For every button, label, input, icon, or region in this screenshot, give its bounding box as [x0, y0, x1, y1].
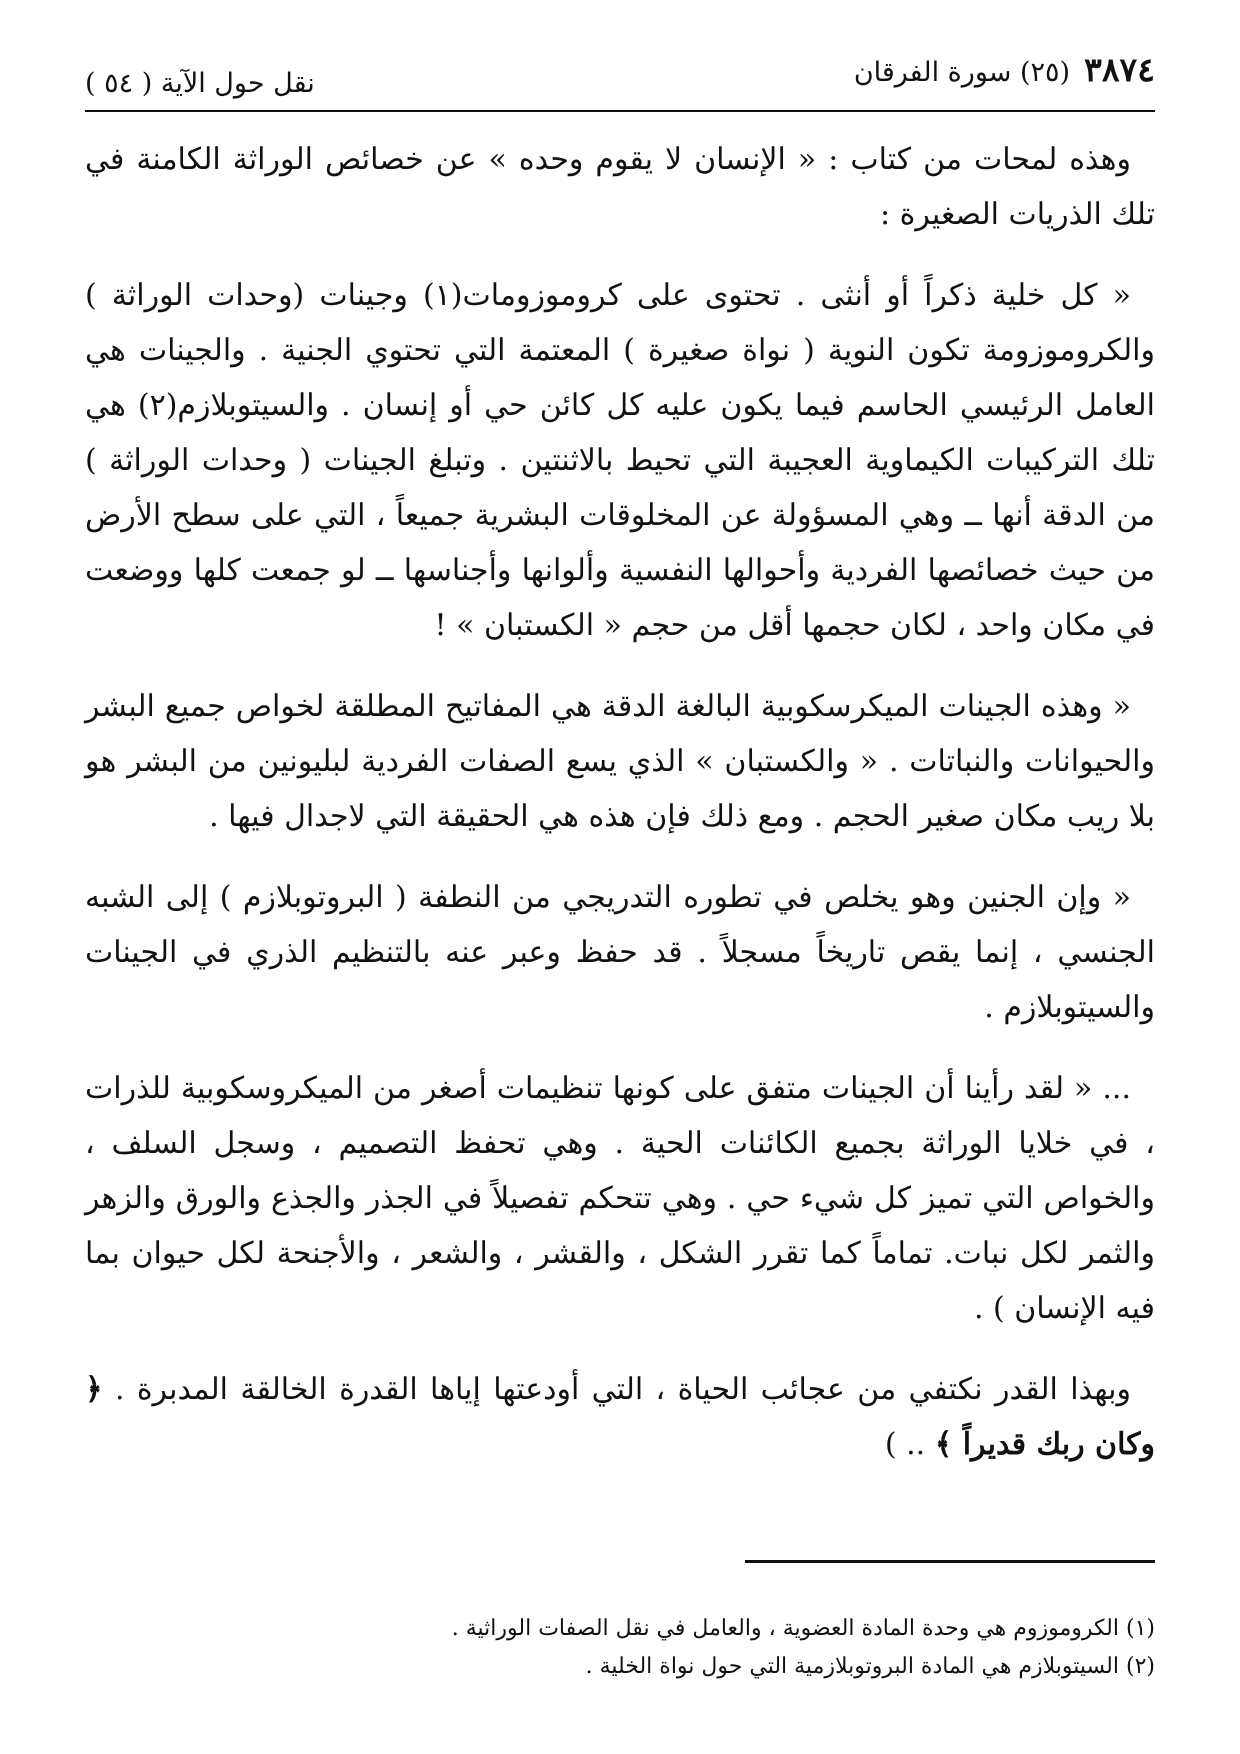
paragraph: وهذه لمحات من كتاب : « الإنسان لا يقوم وحده » عن خصائص الوراثة الكامنة في تلك الذريات الصغيرة :: [85, 142, 1155, 232]
paragraph: « وإن الجنين وهو يخلص في تطوره التدريجي من النطفة ( البروتوبلازم ) إلى الشبه الجنسي ، إنما يقص تاريخاً مسجلاً . قد حفظ وعبر عنه بالتنظيم الذري في الجينات والسيتوبلازم .: [85, 880, 1155, 1025]
footnote-divider: [745, 1560, 1155, 1563]
page-header: [85, 40, 1155, 112]
paragraph: « كل خلية ذكراً أو أنثى . تحتوى على كروموزومات(١) وجينات (وحدات الوراثة ) والكروموزومة تكون النوية ( نواة صغيرة ) المعتمة التي تحتوي الجنية . والجينات هي العامل الرئيسي الحاسم فيما يكون عليه كل كائن حي أو إنسان . والسيتوبلازم(٢) هي تلك التركيبات الكيماوية العجيبة التي تحيط بالاثنتين . وتبلغ الجينات ( وحدات الوراثة ) من الدقة أنها ــ وهي المسؤولة عن المخلوقات البشرية جميعاً ، التي على سطح الأرض من حيث خصائصها الفردية وأحوالها النفسية وألوانها وأجناسها ــ لو جمعت كلها ووضعت في مكان واحد ، لكان حجمها أقل من حجم « الكستبان » !: [85, 278, 1155, 643]
footnote: (٢) السيتوبلازم هي المادة البروتوبلازمية التي حول نواة الخلية .: [585, 1654, 1155, 1679]
closing-text: وبهذا القدر نكتفي من عجائب الحياة ، التي أودعتها إياها القدرة الخالقة المدبرة .: [114, 1372, 1131, 1407]
section-title: نقل حول الآية ( ٥٤ ): [85, 68, 315, 99]
closing-paragraph: [85, 1362, 1155, 1472]
footnote: (١) الكروموزوم هي وحدة المادة العضوية ، والعامل في نقل الصفات الوراثية .: [451, 1616, 1155, 1641]
surah-title: (٢٥) سورة الفرقان: [853, 57, 1071, 88]
header-right: [854, 50, 1155, 89]
document-page: [85, 40, 1155, 1720]
paragraph: ... « لقد رأينا أن الجينات متفق على كونها تنظيمات أصغر من الميكروسكوبية للذرات ، في خلايا الوراثة بجميع الكائنات الحية . وهي تحفظ التصميم ، وسجل السلف ، والخواص التي تميز كل شيء حي . وهي تتحكم تفصيلاً في الجذر والجذع والورق والزهر والثمر لكل نبات. تماماً كما تقرر الشكل ، والقشر ، والشعر ، والأجنحة لكل حيوان بما فيه الإنسان ) .: [85, 1071, 1155, 1326]
paragraph: « وهذه الجينات الميكرسكوبية البالغة الدقة هي المفاتيح المطلقة لخواص جميع البشر والحيوانات والنباتات . « والكستبان » الذي يسع الصفات الفردية لبليونين من البشر هو بلا ريب مكان صغير الحجم . ومع ذلك فإن هذه هي الحقيقة التي لاجدال فيها .: [85, 689, 1155, 834]
footnotes: [85, 1610, 1155, 1686]
page-number: ٣٨٧٤: [1084, 50, 1155, 89]
closing-tail: .. ): [884, 1427, 926, 1462]
page-body: [85, 132, 1155, 1498]
quran-verse: ﴿ وكان ربك قديراً ﴾: [85, 1372, 1155, 1462]
